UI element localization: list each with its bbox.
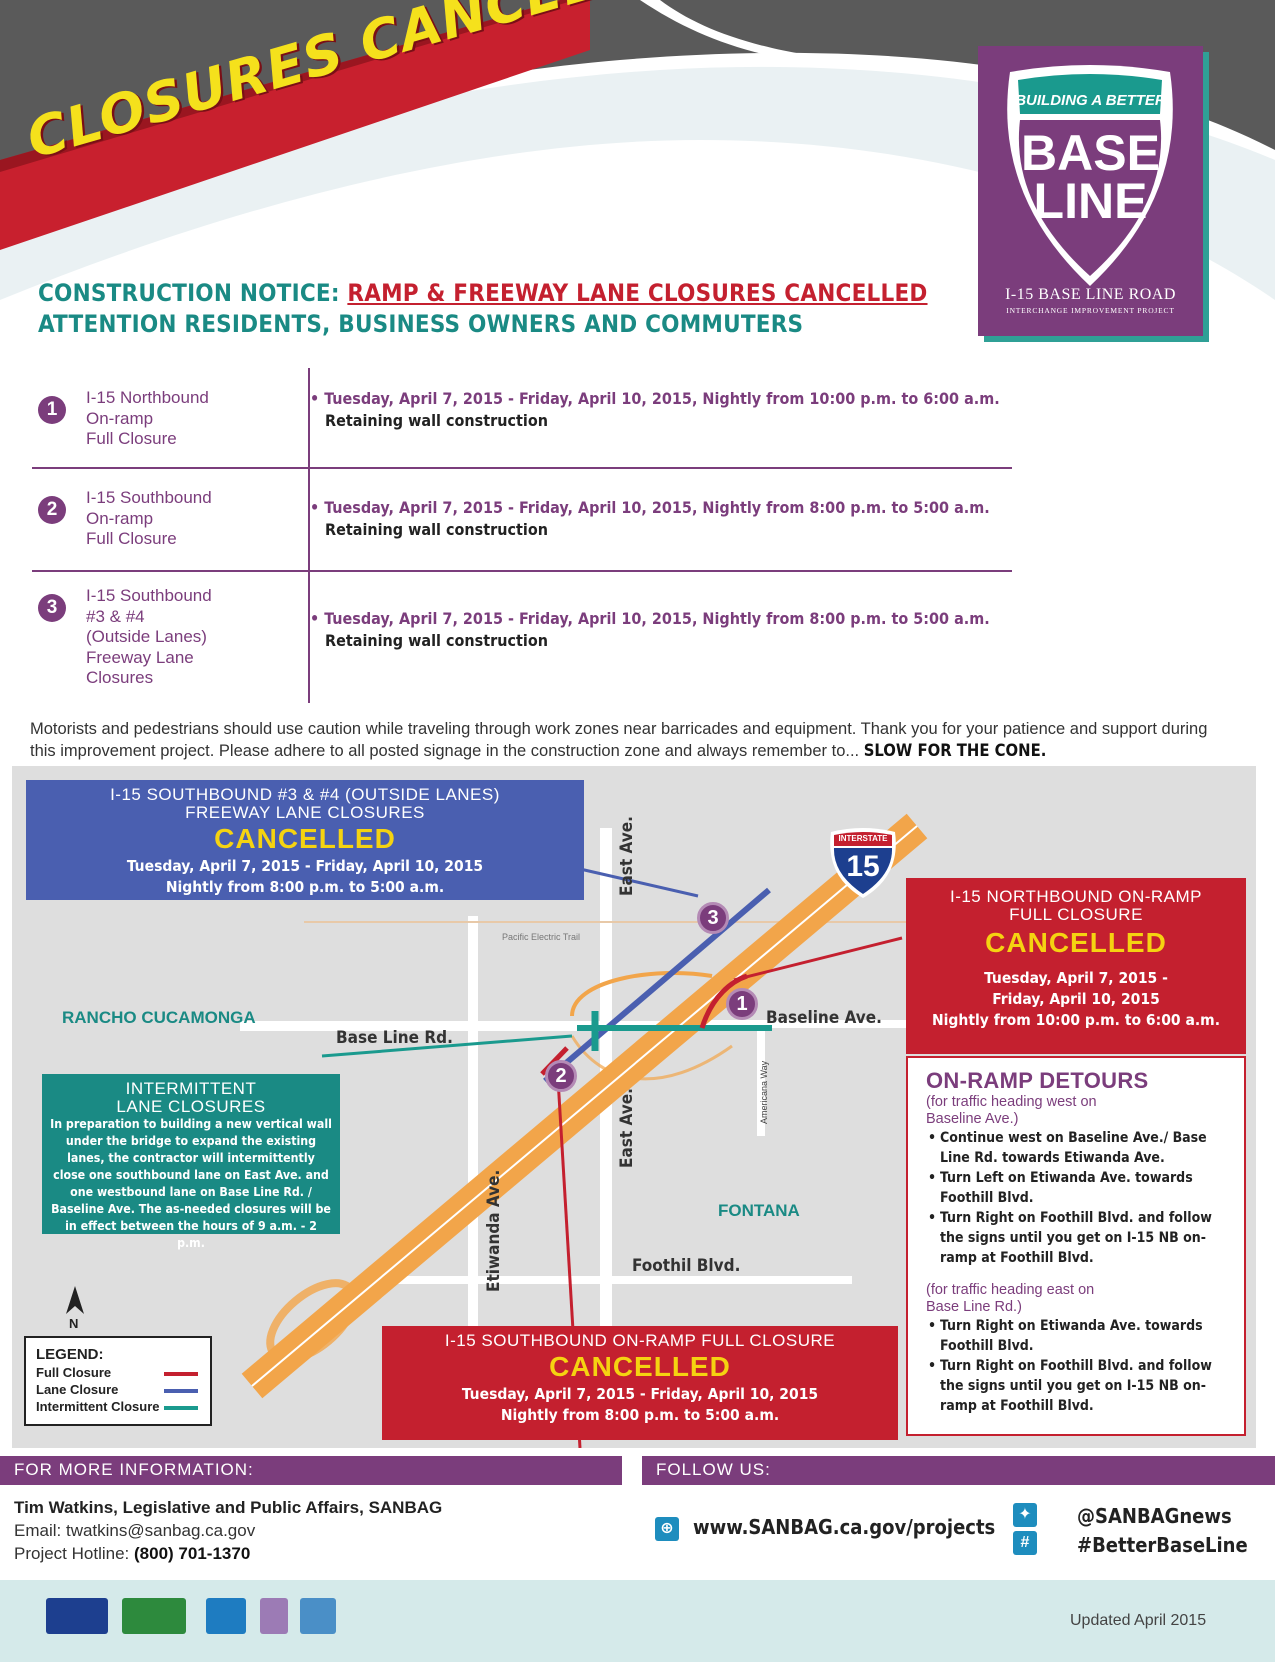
panel-title: INTERMITTENT xyxy=(125,1079,257,1098)
panel-title: I-15 SOUTHBOUND ON-RAMP FULL CLOSURE xyxy=(444,1331,836,1350)
detour-step: • Turn Right on Etiwanda Ave. towards Foothill Blvd. xyxy=(926,1316,1226,1356)
legend-item xyxy=(36,1364,200,1381)
panel-time: Nightly from 8:00 p.m. to 5:00 a.m. xyxy=(500,1406,780,1424)
email-label: Email: xyxy=(14,1521,62,1540)
closure-schedule: Tuesday, April 7, 2015 - Friday, April 10, 2015, Nightly from 10:00 p.m. to 6:00 a.m. xyxy=(324,389,1000,408)
panel-title: I-15 SOUTHBOUND #3 & #4 (OUTSIDE LANES) xyxy=(110,785,500,804)
closure-map xyxy=(12,766,1256,1448)
legend-label: Intermittent Closure xyxy=(36,1399,160,1414)
north-label: N xyxy=(69,1316,79,1331)
notice-prefix: CONSTRUCTION NOTICE: xyxy=(38,279,340,307)
panel-status: CANCELLED xyxy=(214,823,396,854)
twitter-icon[interactable]: ✦ xyxy=(1013,1503,1037,1527)
closure-label-line: Full Closure xyxy=(86,429,177,448)
map-marker-2: 2 xyxy=(545,1060,577,1092)
map-legend xyxy=(24,1336,212,1426)
closure-details: • Tuesday, April 7, 2015 - Friday, April 10, 2015, Nightly from 8:00 p.m. to 5:00 a.m. Retaining wall construction xyxy=(310,608,1010,652)
closure-number: 3 xyxy=(38,594,66,622)
updated-date: Updated April 2015 xyxy=(1070,1612,1207,1629)
legend-item xyxy=(36,1381,200,1398)
detours-heading: Base Line Rd.) xyxy=(926,1299,1022,1315)
row-divider xyxy=(32,570,1012,572)
area-fontana: FONTANA xyxy=(718,1201,800,1220)
notice-heading xyxy=(38,278,928,340)
detour-step: • Turn Right on Foothill Blvd. and follow the signs until you get on I-15 NB on-ramp at Foothill Blvd. xyxy=(926,1356,1226,1416)
banner-title: CLOSURES xyxy=(20,20,351,171)
on-ramp-detours xyxy=(906,1056,1246,1436)
closure-reason: Retaining wall construction xyxy=(325,411,548,430)
closure-reason: Retaining wall construction xyxy=(325,520,548,539)
logo-project-sub: INTERCHANGE IMPROVEMENT PROJECT xyxy=(1006,306,1175,315)
legend-label: Lane Closure xyxy=(36,1382,119,1397)
follow-us-bar: FOLLOW US: xyxy=(642,1456,1275,1485)
closure-label-line: #3 & #4 xyxy=(86,606,145,626)
panel-status: CANCELLED xyxy=(985,927,1167,958)
fontana-logo xyxy=(300,1598,336,1634)
closure-label-line: Closures xyxy=(86,668,154,687)
panel-title: LANE CLOSURES xyxy=(116,1097,266,1116)
panel-nb-ramp-closure xyxy=(906,878,1246,1054)
panel-sb-lane-closures xyxy=(26,780,584,900)
website-link[interactable]: www.SANBAG.ca.gov/projects xyxy=(693,1515,996,1539)
closure-reason: Retaining wall construction xyxy=(325,631,548,650)
twitter-handle[interactable]: @SANBAGnews xyxy=(1077,1504,1232,1528)
closure-label-line: I-15 Northbound xyxy=(86,388,209,407)
legend-swatch xyxy=(164,1389,198,1393)
closure-schedule: Tuesday, April 7, 2015 - Friday, April 10, 2015, Nightly from 8:00 p.m. to 5:00 a.m. xyxy=(324,609,990,628)
street-east-ave-bottom: East Ave. xyxy=(617,1088,637,1168)
detours-heading: (for traffic heading west on xyxy=(926,1094,1097,1110)
closure-label-line: On-ramp xyxy=(86,408,154,428)
hashtag-icon[interactable]: # xyxy=(1013,1531,1037,1555)
logo-project-name: I-15 BASE LINE ROAD xyxy=(1005,286,1176,303)
street-etiwanda: Etiwanda Ave. xyxy=(484,1169,504,1292)
panel-time: Nightly from 10:00 p.m. to 6:00 a.m. xyxy=(931,1011,1221,1029)
street-east-ave-top: East Ave. xyxy=(617,816,637,896)
caution-emphasis: SLOW FOR THE CONE. xyxy=(863,741,1047,760)
detours-heading: (for traffic heading east on xyxy=(926,1282,1095,1298)
logo-tagline: BUILDING A BETTER xyxy=(1015,92,1166,109)
panel-sb-ramp-closure xyxy=(382,1326,898,1440)
closure-label-line: Full Closure xyxy=(86,529,177,548)
shield-number: 15 xyxy=(846,850,880,883)
legend-swatch xyxy=(164,1406,198,1410)
detour-step: • Continue west on Baseline Ave./ Base Line Rd. towards Etiwanda Ave. xyxy=(926,1128,1226,1168)
map-marker-3: 3 xyxy=(697,902,729,934)
legend-item xyxy=(36,1398,200,1415)
hashtag[interactable]: #BetterBaseLine xyxy=(1077,1533,1248,1557)
pacific-electric-trail: Pacific Electric Trail xyxy=(502,932,581,942)
detour-step: • Turn Right on Foothill Blvd. and follow the signs until you get on I-15 NB on-ramp at Foothill Blvd. xyxy=(926,1208,1226,1268)
street-americana: Americana Way xyxy=(759,1060,769,1124)
contact-info xyxy=(14,1496,442,1565)
closure-label-line: Freeway Lane xyxy=(86,647,194,667)
detours-west-list xyxy=(926,1128,1226,1268)
map-marker-1: 1 xyxy=(726,988,758,1020)
closure-label xyxy=(86,388,266,450)
closure-label-line: On-ramp xyxy=(86,508,154,528)
panel-date: Tuesday, April 7, 2015 - Friday, April 10, 2015 xyxy=(126,857,484,875)
closure-details: • Tuesday, April 7, 2015 - Friday, April 10, 2015, Nightly from 8:00 p.m. to 5:00 a.m. Retaining wall construction xyxy=(310,497,1010,541)
shield-top: INTERSTATE xyxy=(838,834,888,843)
caltrans-logo xyxy=(206,1598,246,1634)
closure-label xyxy=(86,488,266,550)
more-info-bar: FOR MORE INFORMATION: xyxy=(0,1456,622,1485)
row-divider xyxy=(32,467,1012,469)
logo-line: LINE xyxy=(1033,173,1148,229)
project-logo xyxy=(978,46,1203,336)
area-rancho: RANCHO CUCAMONGA xyxy=(62,1008,256,1027)
street-base-line-rd: Base Line Rd. xyxy=(336,1028,453,1048)
interstate-15-icon xyxy=(827,828,899,898)
hotline-label: Project Hotline: xyxy=(14,1544,130,1563)
panel-status: CANCELLED xyxy=(549,1351,731,1382)
notice-highlight: RAMP & FREEWAY LANE CLOSURES CANCELLED xyxy=(347,279,928,307)
closure-number: 1 xyxy=(38,396,66,424)
detour-step: • Turn Left on Etiwanda Ave. towards Foothill Blvd. xyxy=(926,1168,1226,1208)
sanbag-logo xyxy=(46,1598,108,1634)
caution-paragraph xyxy=(30,718,1230,762)
measure-i-logo xyxy=(122,1598,186,1634)
panel-date: Friday, April 10, 2015 xyxy=(992,990,1160,1008)
closure-details: • Tuesday, April 7, 2015 - Friday, April 10, 2015, Nightly from 10:00 p.m. to 6:00 a.m. Retaining wall construction xyxy=(310,388,1010,432)
detours-east-list xyxy=(926,1316,1226,1416)
detours-heading: Baseline Ave.) xyxy=(926,1111,1019,1127)
closure-label-line: I-15 Southbound xyxy=(86,586,212,605)
closure-schedule: Tuesday, April 7, 2015 - Friday, April 10, 2015, Nightly from 8:00 p.m. to 5:00 a.m. xyxy=(324,498,990,517)
closure-label-line: (Outside Lanes) xyxy=(86,627,207,646)
street-foothill: Foothil Blvd. xyxy=(632,1256,741,1276)
contact-name: Tim Watkins, Legislative and Public Affairs, SANBAG xyxy=(14,1498,443,1517)
panel-title: FULL CLOSURE xyxy=(1009,905,1143,924)
legend-swatch xyxy=(164,1372,198,1376)
closure-label xyxy=(86,586,266,689)
notice-attention: ATTENTION RESIDENTS, BUSINESS OWNERS AND COMMUTERS xyxy=(38,310,804,338)
rancho-cucamonga-logo xyxy=(260,1598,288,1634)
caution-text: Motorists and pedestrians should use caution while traveling through work zones near barricades and equipment. Thank you for your patience and support during this improvement project. Please adhere to all posted signage in the construction zone and always remember to... xyxy=(30,720,1208,760)
legend-label: Full Closure xyxy=(36,1365,112,1380)
hotline-number[interactable]: (800) 701-1370 xyxy=(134,1544,251,1563)
panel-body: In preparation to building a new vertical wall under the bridge to expand the existing lanes, the contractor will intermittently close one southbound lane on East Ave. and one westbound lane on Base Line Rd. / Baseline Ave. The as-needed closures will be in effect between the hours of 9 a.m. - 2 p.m. xyxy=(50,1117,332,1250)
panel-title: FREEWAY LANE CLOSURES xyxy=(185,803,425,822)
panel-title: I-15 NORTHBOUND ON-RAMP xyxy=(949,887,1203,906)
social-handles xyxy=(1077,1502,1248,1560)
email-link[interactable]: twatkins@sanbag.ca.gov xyxy=(65,1521,256,1540)
panel-date: Tuesday, April 7, 2015 - Friday, April 10, 2015 xyxy=(461,1385,819,1403)
closure-label-line: I-15 Southbound xyxy=(86,488,212,507)
panel-time: Nightly from 8:00 p.m. to 5:00 a.m. xyxy=(165,878,445,896)
globe-icon: ⊕ xyxy=(655,1517,679,1541)
panel-date: Tuesday, April 7, 2015 - xyxy=(984,969,1168,987)
legend-title: LEGEND: xyxy=(36,1346,104,1363)
closure-number: 2 xyxy=(38,496,66,524)
street-baseline-ave: Baseline Ave. xyxy=(766,1008,882,1028)
detours-title: ON-RAMP DETOURS xyxy=(926,1068,1149,1093)
logo-base: BASE xyxy=(1021,125,1160,181)
panel-intermittent-closures xyxy=(42,1074,340,1250)
